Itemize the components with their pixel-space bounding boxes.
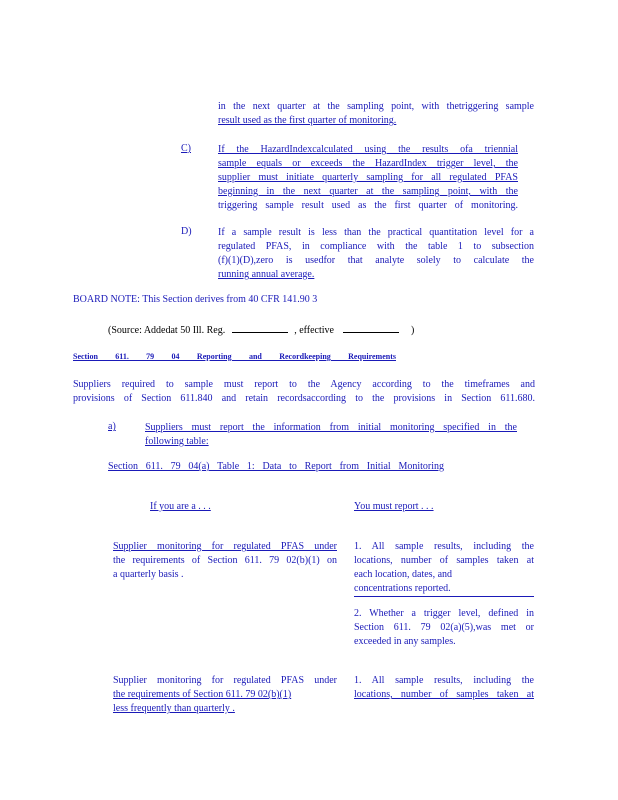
table-cell-line: 1. All sample results, including the [354,675,534,686]
table-cell-line: a quarterly basis . [113,569,184,580]
item-c-text [218,143,518,213]
item-a-text [145,421,517,449]
table-cell-line: locations, number of samples taken at [354,689,534,700]
intro-line: Suppliers required to sample must report to the Agency according to the timeframes and [73,379,535,390]
table-cell-line: exceeded in any samples. [354,636,456,647]
source-blank-effective [343,323,399,333]
item-c-line: supplier must initiate quarterly sampling for all regulated PFAS [218,172,518,183]
section-heading: Section 611. 79 04 Reporting and Recordkeeping Requirements [73,352,396,361]
item-d-text [218,226,534,282]
continuation-paragraph [218,100,534,128]
table-cell-line: Supplier monitoring for regulated PFAS under [113,541,337,552]
table-header-right: You must report . . . [354,501,434,512]
table-cell-line: each location, dates, and [354,569,453,580]
table-row-1-left [113,540,337,582]
table-cell-line: the requirements of Section 611. 79 02(b)(1) on [113,555,337,566]
item-c-label: C) [181,143,191,154]
item-c-line: beginning in the next quarter at the sampling point, with the [218,186,518,197]
table-cell-line: concentrations reported. [354,583,451,594]
source-blank-register [232,323,288,333]
source-suffix: ) [411,325,415,336]
table-cell-line: Section 611. 79 02(a)(5),was met or [354,622,534,633]
table-title: Section 611. 79 04(a) Table 1: Data to Report from Initial Monitoring [108,461,444,472]
table-cell-line: Supplier monitoring for regulated PFAS under [113,675,337,686]
source-prefix: (Source: Addedat 50 Ill. Reg. [108,325,226,336]
item-d-line: regulated PFAS, in compliance with the table 1 to subsection [218,241,534,252]
table-row-1-right [354,540,534,596]
item-a-line: following table: [145,436,209,447]
table-cell-line: less frequently than quarterly . [113,703,235,714]
item-c-line: triggering sample result used as the first quarter of monitoring. [218,200,518,211]
intro-line: provisions of Section 611.840 and retain recordsaccording to the provisions in Section 611.680. [73,393,535,404]
table-row-1-right-item-2 [354,607,534,649]
continuation-line: result used as the first quarter of monitoring. [218,115,397,126]
table-cell-line: locations, number of samples taken at [354,555,534,566]
table-header-left: If you are a . . . [150,501,211,512]
continuation-line: in the next quarter at the sampling point, with thetriggering sample [218,101,534,112]
item-c-line: If the HazardIndexcalculated using the results ofa triennial [218,144,518,155]
item-d-line: If a sample result is less than the practical quantitation level for a [218,227,534,238]
source-line [108,323,414,336]
item-d-line: (f)(1)(D),zero is usedfor that analyte solely to calculate the [218,255,534,266]
source-middle: , effective [294,325,334,336]
board-note: BOARD NOTE: This Section derives from 40 CFR 141.90 3 [73,294,318,305]
item-a-line: Suppliers must report the information from initial monitoring specified in the [145,422,517,433]
table-cell-line: 2. Whether a trigger level, defined in [354,608,534,619]
item-d-label: D) [181,226,192,237]
table-row-2-right [354,674,534,702]
intro-paragraph [73,378,535,406]
item-d-line: running annual average. [218,269,315,280]
table-cell-line: 1. All sample results, including the [354,541,534,552]
table-row-2-left [113,674,337,716]
table-row-divider [354,596,534,597]
table-cell-line: the requirements of Section 611. 79 02(b)(1) [113,689,292,700]
item-c-line: sample equals or exceeds the HazardIndex trigger level, the [218,158,518,169]
item-a-label: a) [108,421,116,432]
